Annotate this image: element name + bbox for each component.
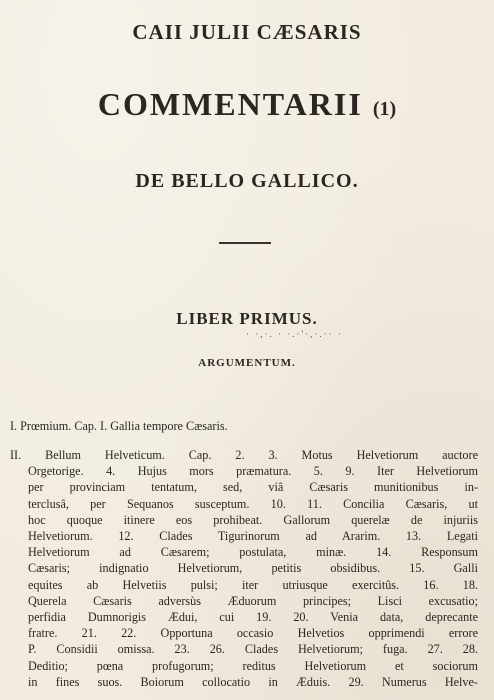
text-line: perfidia Dumnorigis Ædui, cui 19. 20. Venia data, deprecante: [28, 610, 478, 625]
text-line: in fines suos. Boiorum collocatio in Æduis. 29. Numerus Helve-: [28, 674, 478, 689]
text-line: fratre. 21. 22. Opportuna occasio Helvetios opprimendi errore: [28, 626, 478, 641]
ink-speckles: · ·,·. · ·.·'·,·.·· ·: [246, 329, 343, 339]
text-line: Orgetorige. 4. Hujus mors præmatura. 5. 9. Iter Helvetiorum: [28, 464, 478, 479]
text-line: II. Bellum Helveticum. Cap. 2. 3. Motus Helvetiorum auctore: [10, 448, 478, 462]
argument-paragraph-1: I. Prœmium. Cap. I. Gallia tempore Cæsaris.: [10, 419, 228, 433]
book-heading: LIBER PRIMUS.: [176, 309, 318, 328]
author-heading: CAII JULII CÆSARIS: [132, 20, 362, 44]
main-title-word: COMMENTARII: [97, 86, 363, 122]
main-title: [0, 86, 494, 123]
text-line: terclusâ, per Sequanos susceptum. 10. 11. Concilia Cæsaris, ut: [28, 496, 478, 511]
text-line: hoc quoque itinere eos prohibeat. Gallorum querelæ de injuriis: [28, 512, 478, 527]
title-divider: [219, 242, 271, 244]
text-line: P. Considii omissa. 23. 26. Clades Helvetiorum; fuga. 27. 28.: [28, 642, 478, 657]
text-line: Querela Cæsaris adversùs Æduorum principes; Lisci excusatio;: [28, 593, 478, 608]
argument-heading: ARGUMENTUM.: [198, 357, 296, 369]
text-line: Cæsaris; indignatio Helvetiorum, petitis obsidibus. 15. Galli: [28, 561, 478, 576]
text-line: equites ab Helvetiis pulsi; iter utriusque exercitûs. 16. 18.: [28, 577, 478, 592]
text-line: Helvetiorum ad Cæsarem; postulata, minæ. 14. Responsum: [28, 545, 478, 560]
text-line: Deditio; pœna profugorum; reditus Helvetiorum et sociorum: [28, 658, 478, 673]
text-line: Helvetiorum. 12. Clades Tigurinorum ad Ararim. 13. Legati: [28, 529, 478, 544]
footnote-marker: (1): [372, 98, 397, 120]
argument-paragraph-2: [10, 447, 478, 690]
subtitle: DE BELLO GALLICO.: [135, 170, 359, 192]
text-line: per provinciam tentatum, sed, viâ Cæsaris munitionibus in-: [28, 480, 478, 495]
